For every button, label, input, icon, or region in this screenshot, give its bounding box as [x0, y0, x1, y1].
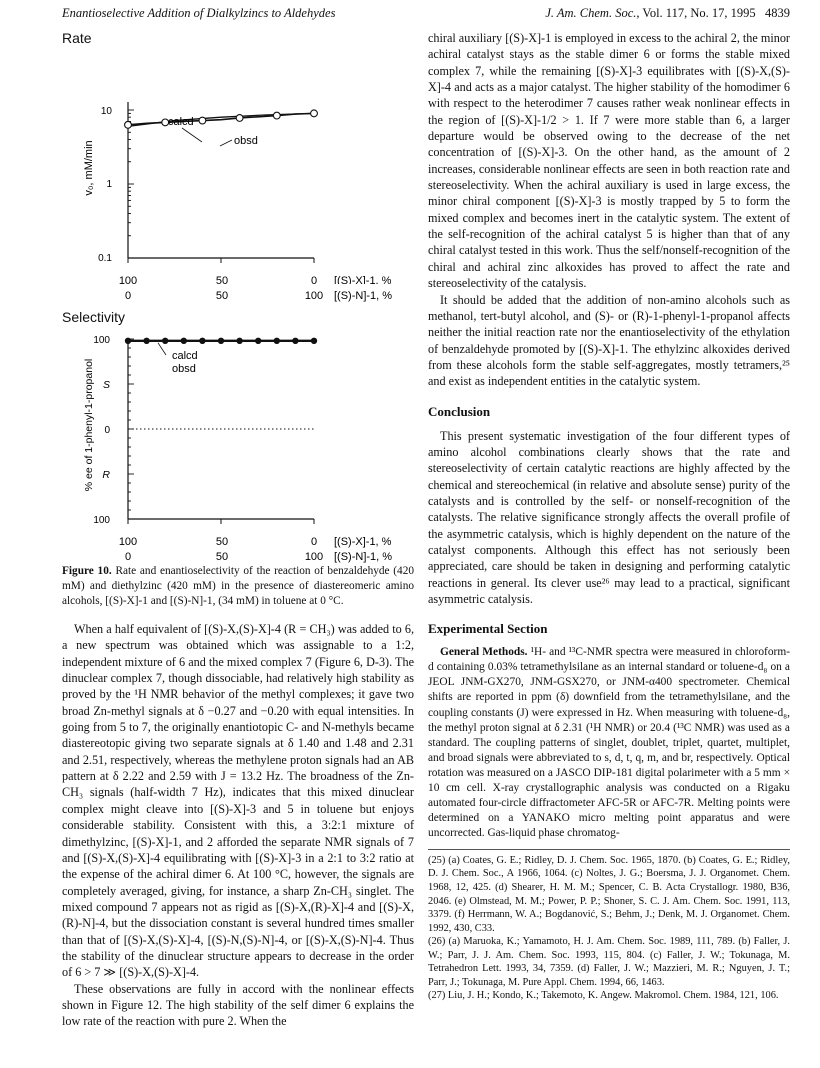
sel-obsd-point — [125, 338, 131, 344]
rate-ylabel: v₀, mM/min — [83, 140, 95, 196]
rate-ytick-10: 10 — [100, 106, 112, 117]
left-paragraph-1: When a half equivalent of [(S)-X,(S)-X]-4 (R = CH₃) was added to 6, a new spectrum was obtained which was assignable to a 1:2, independent mixture of 6 and the mixed complex 7 (Figure 6, D-3). The dinuclear complex 7, though dissociable, had relatively high stability as proved by the ¹H NMR behavior of the methyl complexes; it gave two broad Zn-methyl signals at δ −0.27 and −0.20 with equal intensities. In going from 5 to 7, the originally enantiotopic C- and N-methyls became diastereotopic giving two separate signals at δ 1.40 and 1.48 and 2.31 and 2.51, respectively, whereas the methylene proton signals had an AB pattern at δ 2.22 and 2.59 with J = 13.2 Hz. The broadness of the Zn-CH₃ signals (half-width 7 Hz), indicates that this mixed dinuclear complex might cleave into [(S)-X]-3 and 5 in toluene but enjoys considerable stability. Consistent with this, a 3:2:1 mixture of dimethylzinc, [(S)-X]-1, and 2 afforded the separate NMR signals of 7 and [(S)-X,(S)-X]-4 equilibrating with [(S)-X]-3 in a 2:1 to 3:2 ratio at the expense of the achiral dimer 6. At 100 °C, however, the signals are completely averaged, giving, for instance, a sharp Zn-CH₃ singlet. The mixed compound 7 appears not as rigid as [(S)-X,(R)-X]-4 and [(S)-X,(R)-N]-4, but the dissociation constant is several hundred times smaller than that of [(S)-X,(S)-X]-4, [(S)-N,(S)-N]-4, or [(S)-X,(S)-N]-4. Thus the stability of the dinuclear structure appears to decrease in the order of 6 > 7 ≫ [(S)-X,(S)-X]-4. — [62, 622, 414, 980]
sel-ylabel: % ee of 1-phenyl-1-propanol — [83, 358, 95, 492]
rate-ytick-0.1: 0.1 — [98, 253, 112, 264]
journal-volume: Vol. 117, No. 17, 1995 — [639, 6, 756, 20]
rate-chart — [62, 46, 414, 284]
experimental-heading: Experimental Section — [428, 621, 548, 637]
sel-ytick-0: 0 — [104, 425, 110, 436]
rate-x2-100: 100 — [304, 290, 324, 302]
rate-obsd-label: obsd — [234, 135, 258, 147]
rate-x1-50: 50 — [215, 275, 229, 284]
sel-ytick-100-top: 100 — [93, 335, 110, 346]
rate-x2-label: [(S)-N]-1, % — [334, 290, 393, 302]
conclusion-heading: Conclusion — [428, 403, 491, 419]
sel-obsd-point — [144, 338, 150, 344]
journal-name: J. Am. Chem. Soc., — [545, 6, 640, 20]
references — [428, 849, 790, 1003]
reference-25: (25) (a) Coates, G. E.; Ridley, D. J. Chem. Soc. 1965, 1870. (b) Coates, G. E.; Ridley, D. J. Chem. Soc., A 1966, 1064. (c) Noltes, J. G.; Boersma, J. J. Organomet. Chem. 1968, 12, 425. (d) Shearer, H. M. M.; Spencer, C. B. Acta Crystallogr. 1980, B36, 2046. (e) Olmstead, M. M.; Power, P. P.; Shoner, S. C. J. Am. Chem. Soc. 1991, 113, 3379. (f) Herrmann, W. A.; Bogdanović, S.; Behm, J.; Denk, M. J. Organomet. Chem. 1992, 430, C33. — [428, 854, 790, 934]
figure-caption — [62, 564, 414, 609]
experimental-lead: General Methods. — [440, 646, 528, 659]
sel-x1-50: 50 — [215, 536, 229, 548]
rate-calcd-label: calcd — [168, 116, 194, 128]
reference-26: (26) (a) Maruoka, K.; Yamamoto, H. J. Am. Chem. Soc. 1989, 111, 789. (b) Faller, J. W.; Parr, J. J. Am. Chem. Soc. 1993, 115, 804. (c) Faller, J. W.; Tokunaga, M. Tetrahedron Lett. 1993, 34, 7359. (d) Faller, J. W.; Mazzieri, M. R.; Nguyen, J. T.; Parr, J.; Tokunaga, M. Pure Appl. Chem. 1994, 66, 1463. — [428, 936, 790, 988]
running-header-title: Enantioselective Addition of Dialkylzincs to Aldehydes — [62, 6, 336, 20]
sel-calcd-label: calcd — [172, 350, 198, 362]
sel-x2-label: [(S)-N]-1, % — [334, 551, 393, 563]
rate-obsd-point — [311, 110, 318, 117]
rate-obsd-pointer — [220, 140, 232, 146]
sel-ytick-R: R — [102, 469, 110, 481]
sel-obsd-point — [293, 338, 299, 344]
rate-calcd-pointer — [182, 128, 202, 142]
experimental-text: ¹H- and ¹³C-NMR spectra were measured in chloroform-d containing 0.03% tetramethylsilane as an internal standard or toluene-d₈ on a JEOL JNM-GX270, JNM-GSX270, or JNM-α400 spectrometer. Chemical shifts are reported in ppm (δ) downfield from the tetramethylsilane, and the coupling constants (J) were expressed in Hz. When measuring with toluene-d₈, the methyl proton signal at δ 2.31 (¹H NMR) or 20.4 (¹³C NMR) was used as a standard. The coupling patterns of singlet, doublet, triplet, quartet, multiplet, and broad signals were abbreviated to s, d, t, q, m, and br, respectively. Optical rotation was measured on a JASCO DIP-181 digital polarimeter with a 5 mm × 10 cm cell. X-ray crystallographic analysis was conducted on a Rigaku automated four-circle diffractometer AFC-5R or AFC-7R. Melting points were determined on a YANAKO micro melting point apparatus and were uncorrected. Gas-liquid phase chromatog- — [428, 646, 790, 839]
right-body — [428, 30, 790, 390]
conclusion-paragraph: This present systematic investigation of the four different types of amino alcohol combinations clearly shows that the rate and stereoselectivity of certain catalytic reactions are highly affected by the chemical and stereochemical (in relative and absolute sense) purity of the catalysts and is controlled by the self- or nonself-recognition of the catalysts. The relative significance strongly affects the overall profile of the asymmetric catalysis, which is highly dependent on the nature of the catalyst components. Although this effect has not seriously been appreciated, care should be taken in designing and performing catalytic reactions in general. Its clever use²⁶ may lead to a practical, significant asymmetric catalysis. — [428, 428, 790, 606]
rate-panel-title: Rate — [62, 30, 92, 46]
sel-obsd-point — [311, 338, 317, 344]
rate-x1-0: 0 — [310, 275, 318, 284]
sel-ytick-100-bottom: 100 — [93, 515, 110, 526]
rate-obsd-line — [128, 113, 314, 124]
rate-xaxis-row2 — [62, 287, 414, 303]
rate-obsd-point — [125, 121, 132, 128]
sel-obsd-point — [162, 338, 168, 344]
sel-obsd-point — [237, 338, 243, 344]
sel-obsd-label: obsd — [172, 363, 196, 375]
rate-x2-0: 0 — [124, 290, 132, 302]
experimental-body — [428, 645, 790, 841]
sel-ytick-S: S — [102, 379, 110, 391]
left-paragraph-2: These observations are fully in accord with the nonlinear effects shown in Figure 12. The high stability of the self dimer 6 explains the low rate of the reaction with pure 2. When the — [62, 981, 414, 1029]
sel-obsd-point — [218, 338, 224, 344]
sel-obsd-point — [200, 338, 206, 344]
figure-caption-label: Figure 10. — [62, 565, 112, 577]
sel-xaxis — [62, 534, 414, 564]
rate-obsd-point — [236, 115, 243, 122]
selectivity-panel-title: Selectivity — [62, 309, 126, 325]
conclusion-body — [428, 428, 790, 608]
reference-27: (27) Liu, J. H.; Kondo, K.; Takemoto, K. Angew. Makromol. Chem. 1984, 121, 106. — [428, 990, 779, 1002]
experimental-paragraph — [428, 645, 790, 841]
sel-x2-0: 0 — [124, 551, 132, 563]
sel-obsd-point — [181, 338, 187, 344]
rate-obsd-point — [273, 112, 280, 119]
sel-obsd-point — [274, 338, 280, 344]
sel-obsd-point — [255, 338, 261, 344]
right-column — [428, 30, 790, 1003]
running-header-journal — [545, 6, 790, 21]
right-paragraph-1: chiral auxiliary [(S)-X]-1 is employed in excess to the achiral 2, the minor achiral catalyst stays as the stable dimer 6 or forms the stable mixed complex 7, while the remaining [(S)-X]-3 equilibrates with [(S)-X,(S)-X]-4 and acts as a major catalyst. The higher stability of the homodimer 6 with respect to the heterodimer 7 causes rather weak nonlinear effects in the region of [(S)-X]-1/2 > 1. If 7 were more stable than 6, a larger departure would be observed owing to the decrease of the net concentration of [(S)-X]-3. On the other hand, as the amount of 2 increases, considerable nonlinear effects are seen in both reaction rate and stereoselectivity. When the achiral auxiliary is used in large excess, the minor chiral component [(S)-X]-3 is mostly trapped by 5 to form the mixed complex and becomes inert in the catalytic system. The extent of the self-recognition of the achiral catalyst 5 is higher than that of any chiral catalyst tested in this work. Thus the self/nonself-recognition of the chiral and achiral zinc alkoxides has proved to affect the rate and stereoselectivity of the catalysis. — [428, 31, 790, 291]
rate-x2-50: 50 — [215, 290, 229, 302]
selectivity-chart — [62, 325, 414, 531]
left-body — [62, 621, 414, 1030]
sel-calcd-pointer — [158, 343, 166, 355]
rate-obsd-point — [199, 117, 206, 124]
sel-x2-100: 100 — [304, 551, 324, 563]
rate-ytick-1: 1 — [106, 179, 112, 190]
sel-x1-label: [(S)-X]-1, % — [334, 536, 392, 548]
left-column — [62, 30, 414, 1030]
sel-x2-50: 50 — [215, 551, 229, 563]
sel-x1-0: 0 — [310, 536, 318, 548]
right-paragraph-2: It should be added that the addition of non-amino alcohols such as methanol, tert-butyl alcohol, and (S)- or (R)-1-phenyl-1-propanol affects neither the initial reaction rate nor the enantioselectivity of the ethylation of benzaldehyde promoted by [(S)-X]-1. The ethylzinc alkoxides derived from these alcohols form the stable self-aggregates, mostly tetramers,²⁵ and exist as independent entities in the catalytic system. — [428, 292, 790, 389]
rate-x1-label: [(S)-X]-1, % — [334, 275, 392, 284]
page-number: 4839 — [765, 6, 790, 20]
sel-x1-100: 100 — [118, 536, 138, 548]
figure-caption-text: Rate and enantioselectivity of the reaction of benzaldehyde (420 mM) and diethylzinc (420 mM) in the presence of diastereomeric amino alcohols, [(S)-X]-1 and [(S)-N]-1, (34 mM) in toluene at 0 °C. — [62, 565, 415, 608]
rate-x1-100: 100 — [118, 275, 138, 284]
